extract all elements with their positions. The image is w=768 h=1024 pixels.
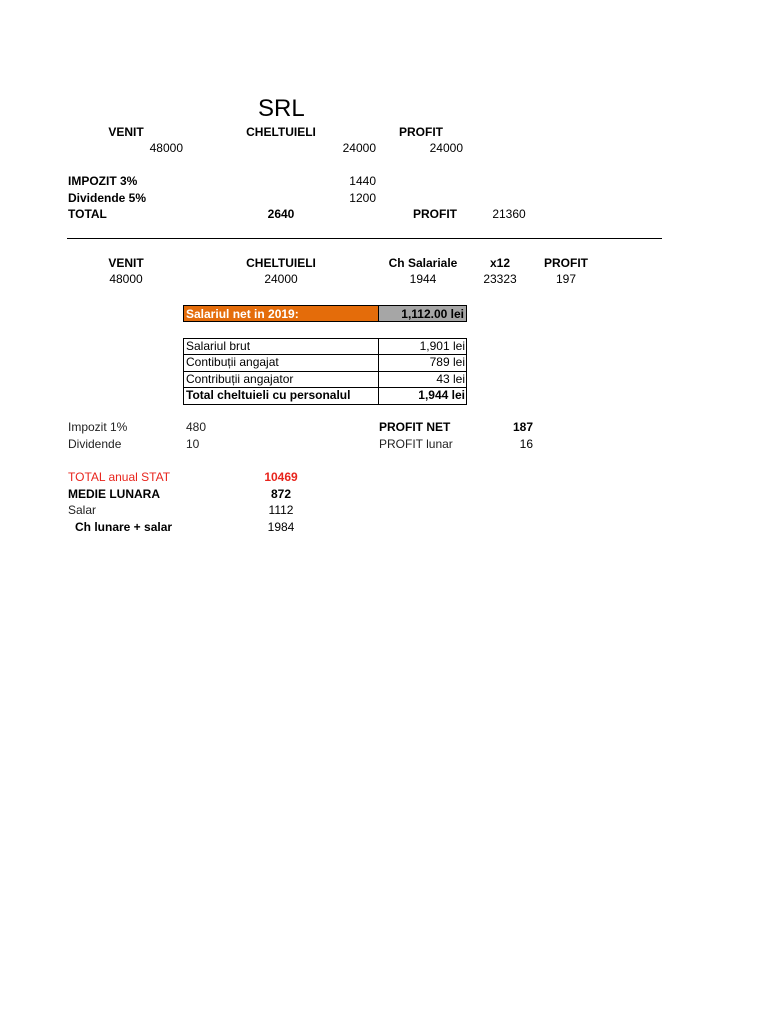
total-stat-label: TOTAL anual STAT [68, 470, 171, 484]
total-stat-value: 10469 [264, 470, 298, 484]
profit-value: 21360 [492, 207, 526, 221]
total-value: 2640 [267, 207, 295, 221]
impozit-value: 1440 [349, 174, 376, 188]
medie-lunara-label: MEDIE LUNARA [68, 487, 160, 501]
impozit-1-label: Impozit 1% [68, 420, 128, 434]
table-row-value: 1,901 lei [419, 339, 465, 353]
dividende-2-value: 10 [186, 437, 200, 451]
header2-ch-salariale: Ch Salariale [388, 256, 458, 270]
table-row-label: Salariul brut [186, 339, 251, 353]
value-venit: 48000 [149, 141, 183, 155]
header-venit: VENIT [108, 125, 144, 139]
salary-net-label-cell [183, 305, 379, 322]
salar-value: 1112 [268, 503, 294, 517]
table-row-label: Total cheltuieli cu personalul [186, 388, 351, 402]
impozit-label: IMPOZIT 3% [68, 174, 138, 188]
value-profit: 24000 [429, 141, 463, 155]
table-row-label: Contibuții angajat [186, 355, 279, 369]
table-row-value: 43 lei [436, 372, 465, 386]
header2-profit: PROFIT [544, 256, 588, 270]
salary-net-label: Salariul net in 2019: [186, 307, 299, 321]
value2-profit: 197 [555, 272, 577, 286]
profit-lunar-label: PROFIT lunar [379, 437, 453, 451]
profit-lunar-value: 16 [519, 437, 533, 451]
medie-lunara-value: 872 [270, 487, 292, 501]
header2-cheltuieli: CHELTUIELI [246, 256, 316, 270]
dividende-label: Dividende 5% [68, 191, 147, 205]
ch-lunare-salar-value: 1984 [267, 520, 295, 534]
profit-label: PROFIT [413, 207, 457, 221]
dividende-2-label: Dividende [68, 437, 122, 451]
ch-lunare-salar-label: Ch lunare + salar [75, 520, 173, 534]
salary-net-value: 1,112.00 lei [401, 307, 464, 321]
profit-net-label: PROFIT NET [379, 420, 451, 434]
profit-net-value: 187 [512, 420, 533, 434]
salar-label: Salar [68, 503, 97, 517]
table-row-value: 789 lei [429, 355, 465, 369]
total-label: TOTAL [68, 207, 107, 221]
divider [67, 238, 662, 239]
header2-venit: VENIT [108, 256, 144, 270]
table-row-label: Contribuții angajator [186, 372, 294, 386]
value2-cheltuieli: 24000 [264, 272, 298, 286]
dividende-value: 1200 [349, 191, 376, 205]
header-cheltuieli: CHELTUIELI [246, 125, 316, 139]
impozit-1-value: 480 [186, 420, 207, 434]
table-row-value: 1,944 lei [418, 388, 465, 402]
salary-net-value-cell [378, 305, 467, 322]
value2-venit: 48000 [109, 272, 143, 286]
header-profit: PROFIT [399, 125, 443, 139]
value-cheltuieli: 24000 [342, 141, 376, 155]
value2-x12: 23323 [483, 272, 517, 286]
page-title: SRL [258, 95, 305, 122]
header2-x12: x12 [489, 256, 511, 270]
value2-ch-salariale: 1944 [409, 272, 437, 286]
